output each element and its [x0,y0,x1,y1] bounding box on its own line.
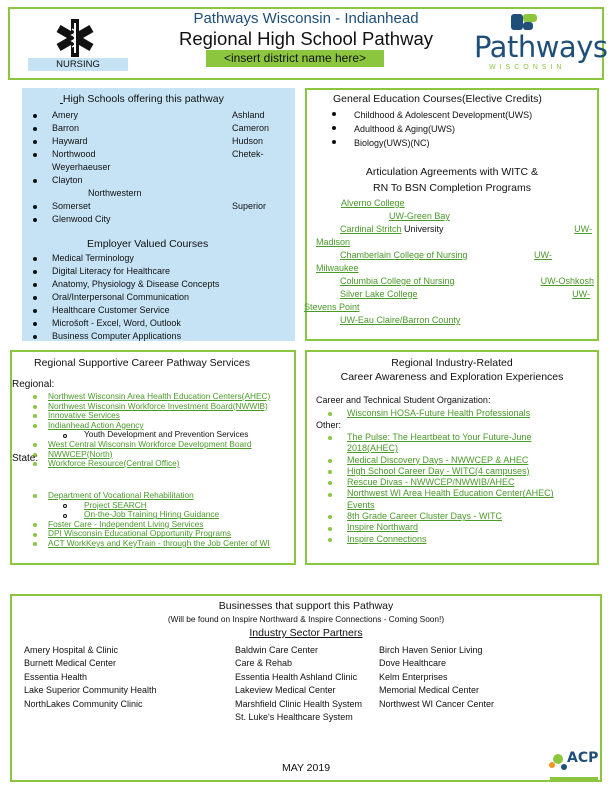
uw-oshkosh-link[interactable]: UW-Oshkosh [540,276,594,286]
uw-stevens-point-link[interactable]: UW- [572,289,590,299]
list-item: Adulthood & Aging(UWS) [354,124,456,134]
bullet [332,140,336,144]
list-item: Clayton [52,175,83,185]
list-item: Digital Literacy for Healthcare [52,266,171,276]
businesses-heading: Businesses that support this Pathway [218,600,394,612]
bullet [328,459,332,463]
bullet [33,270,37,274]
bullet [33,257,37,261]
bullet [33,153,37,157]
list-item: Microšoft - Excel, Word, Outlook [52,318,181,328]
pulse-link-cont[interactable]: 2018(AHEC) [347,443,399,454]
list-item: Anatomy, Physiology & Disease Concepts [52,279,220,289]
youth-development-text: Youth Development and Prevention Services [84,429,249,440]
high-schools-left-list [52,109,142,226]
state-list [48,491,270,549]
list-item: Amery [52,110,79,120]
bullet [332,126,336,130]
pathways-logo-sub: WISCONSIN [489,64,566,71]
inspire-northward-link[interactable]: Inspire Northward [347,522,419,533]
dpi-link[interactable]: DPI Wisconsin Educational Opportunity Programs [48,528,232,539]
high-schools-heading: High Schools offering this pathway [62,93,224,105]
state-label: State: [12,453,39,464]
high-schools-right-list [232,109,269,213]
list-item: Biology(UWS)(NC) [354,138,430,148]
sub-bullet [63,504,67,508]
bullet [328,493,332,497]
chamberlain-link[interactable]: Chamberlain College of Nursing [340,250,468,260]
ojt-link[interactable]: On-the-Job Training Hiring Guidance [84,509,220,520]
project-search-link[interactable]: Project SEARCH [84,499,147,510]
list-item: Healthcare Customer Service [52,305,170,315]
madison-link[interactable]: Madison [316,237,351,247]
pulse-link[interactable]: The Pulse: The Heartbeat to Your Future-June [347,432,532,442]
inspire-connections-link[interactable]: Inspire Connections [347,533,427,544]
bullet [328,436,332,440]
partner-item: Marshfield Clinic Health System [235,698,363,709]
hosa-link[interactable]: Wisconsin HOSA-Future Health Professionals [347,408,531,418]
list-item: Weyerhaeuser [52,162,111,172]
bullet [33,414,37,418]
rescue-divas-link[interactable]: Rescue Divas - NWWCEP/NWWIB/AHEC [347,477,515,488]
foster-care-link[interactable]: Foster Care - Independent Living Services [48,518,204,529]
career-day-link[interactable]: High School Career Day - WITC(4 campuses) [347,465,530,476]
university-text: University [404,224,444,234]
ahec-events-link[interactable]: Northwest WI Area Health Education Center(AHEC) [347,488,554,499]
partner-item: Northwest WI Cancer Center [379,698,495,709]
partners-col2 [235,644,362,724]
bullet [33,218,37,222]
bullet [33,443,37,447]
other-list [347,432,554,545]
stevens-point-link[interactable]: Stevens Point [304,302,360,312]
ahec-link[interactable]: Northwest Wisconsin Area Health Education Centers(AHEC) [48,391,271,401]
bullet [328,470,332,474]
bullet [33,494,37,498]
partner-item: Essentia Health Ashland Clinic [235,671,358,682]
bullet [328,538,332,542]
partner-item: Birch Haven Senior Living [379,645,483,655]
other-label: Other: [316,420,342,430]
employer-courses-heading: Employer Valued Courses [87,238,209,250]
list-item: Ashland [232,110,265,120]
list-item: Cameron [232,123,270,133]
cardinal-stritch-link[interactable]: Cardinal Stritch [340,224,402,234]
innovative-services-link[interactable]: Innovative Services [48,410,120,421]
partner-item: Kelm Enterprises [379,671,448,682]
businesses-note: (Will be found on Inspire Northward & Inspire Connections - Coming Soon!) [167,614,445,624]
list-item: Hayward [52,136,88,146]
bullet [33,114,37,118]
partner-item: Burnett Medical Center [24,658,117,669]
silver-lake-link[interactable]: Silver Lake College [340,289,418,299]
employer-courses-list [52,252,219,343]
ctso-label: Career and Technical Student Organization: [316,395,491,405]
bullet [33,335,37,339]
partner-item: Essentia Health [24,671,88,682]
list-item: Superior [232,201,267,211]
partner-item: Baldwin Care Center [235,645,319,655]
partner-item: Care & Rehab [235,658,293,669]
uw-green-bay-link[interactable]: UW-Green Bay [389,211,450,221]
bullet [33,533,37,537]
workforce-resource-link[interactable]: Workforce Resource(Central Office) [48,458,180,469]
list-item: Medical Terminology [52,253,134,263]
list-item: Northwood [52,149,96,159]
sub-bullet [63,514,67,518]
dvr-link[interactable]: Department of Vocational Rehabilitation [48,490,194,500]
nwwib-link[interactable]: Northwest Wisconsin Workforce Investment Board(NWWIB) [48,400,268,411]
partner-item: Memorial Medical Center [379,685,480,696]
partner-item: Lakeview Medical Center [235,685,336,696]
partner-item: Lake Superior Community Health [24,685,157,696]
articulation-heading-1: Articulation Agreements with WITC & [365,166,539,178]
bullet [33,424,37,428]
acp-logo-text: ACP [567,750,599,766]
cluster-days-link[interactable]: 8th Grade Career Cluster Days - WITC [347,511,503,522]
partner-item: Dove Healthcare [379,658,447,669]
pathways-logo-word: Pathways [474,30,608,64]
milwaukee-link[interactable]: Milwaukee [316,263,359,273]
bullet [328,412,332,416]
pathways-logo-icon [505,12,545,34]
regional-services-heading: Regional Supportive Career Pathway Services [34,357,250,369]
list-item: Hudson [232,136,264,146]
nwwcep-link[interactable]: NWWCEP(North) [48,448,113,459]
regional-list [48,392,270,469]
bullet [328,515,332,519]
industry-heading-1: Regional Industry-Related [391,357,513,369]
bullet [33,205,37,209]
articulation-list [304,197,596,327]
act-workkeys-link[interactable]: ACT WorkKeys and KeyTrain - through the Job Center of WI [48,537,270,548]
uw-milwaukee-link[interactable]: UW- [534,250,552,260]
list-item: Business Computer Applications [52,331,182,341]
articulation-heading-2: RN To BSN Completion Programs [373,182,531,194]
partners-heading: Industry Sector Partners [249,627,363,639]
bullet [33,322,37,326]
partner-item: Amery Hospital & Clinic [24,645,119,655]
regional-label: Regional: [12,379,55,390]
indianhead-action-link[interactable]: Indianhead Action Agency [48,419,144,430]
bullet [332,112,336,116]
bullet [33,405,37,409]
columbia-link[interactable]: Columbia College of Nursing [340,276,455,286]
bullet [33,127,37,131]
partner-item: NorthLakes Community Clinic [24,698,143,709]
bullet [328,481,332,485]
partners-col3 [379,644,494,711]
bullet [33,140,37,144]
list-item: Glenwood City [52,214,111,224]
district-placeholder: <insert district name here> [206,50,384,67]
medical-discovery-link[interactable]: Medical Discovery Days - NWWCEP & AHEC [347,454,529,465]
gen-ed-list [354,108,532,150]
list-item: Barron [52,123,80,133]
header-title-line1: Pathways Wisconsin - Indianhead [193,10,419,27]
bullet [33,542,37,546]
star-of-life-icon [52,15,98,61]
footer-date: MAY 2019 [281,762,331,774]
uw-eau-claire-link[interactable]: UW-Eau Claire/Barron County [340,315,461,325]
partner-item: St. Luke's Healthcare System [235,712,353,723]
uw-madison-link[interactable]: UW- [574,224,592,234]
bullet [33,395,37,399]
list-item: Oral/Interpersonal Communication [52,292,190,302]
bullet [33,523,37,527]
list-item: Northwestern [88,188,142,198]
sub-bullet [63,434,67,438]
bullet [33,296,37,300]
pathway-label: NURSING [28,58,128,71]
bullet [328,527,332,531]
ahec-events-link-cont[interactable]: Events [347,499,375,510]
list-item: Chetek- [232,149,264,159]
list-item: Childhood & Adolescent Development(UWS) [354,110,533,120]
gen-ed-heading: General Education Courses(Elective Credits) [333,93,542,105]
bullet [33,179,37,183]
bullet [33,283,37,287]
bullet [33,309,37,313]
partners-col1 [24,644,157,711]
industry-heading-2: Career Awareness and Exploration Experiences [340,371,564,383]
alverno-link[interactable]: Alverno College [341,198,405,208]
west-central-link[interactable]: West Central Wisconsin Workforce Development Board [48,438,252,449]
header-title-line2: Regional High School Pathway [178,28,433,49]
list-item: Somerset [52,201,91,211]
